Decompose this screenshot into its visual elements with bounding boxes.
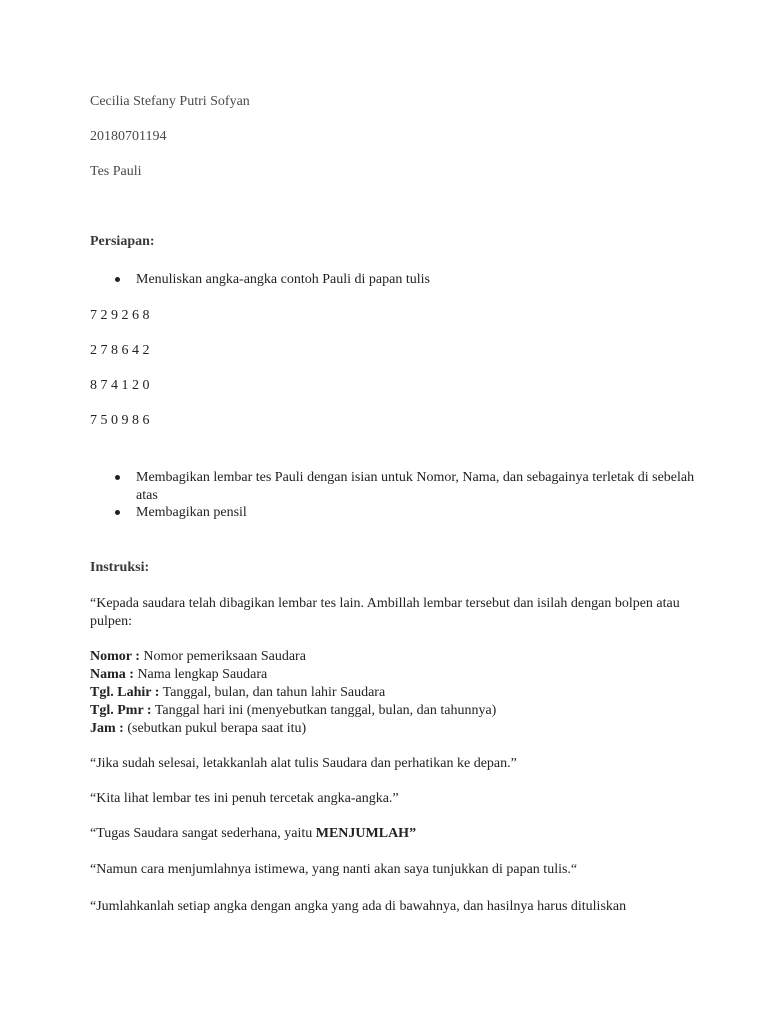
list-item-text: Menuliskan angka-angka contoh Pauli di papan tulis xyxy=(136,272,430,287)
number-row: 7 5 0 9 8 6 xyxy=(90,413,150,428)
number-row: 8 7 4 1 2 0 xyxy=(90,378,150,393)
persiapan-list-2 xyxy=(90,469,696,522)
instruction-quote: “Kita lihat lembar tes ini penuh tercetak angka-angka.” xyxy=(90,791,399,806)
field-description: Tanggal hari ini (menyebutkan tanggal, bulan, dan tahunnya) xyxy=(151,703,497,718)
document-subject: Tes Pauli xyxy=(90,164,142,179)
field-label: Tgl. Lahir : xyxy=(90,685,160,700)
list-item xyxy=(90,504,696,522)
field-description: Tanggal, bulan, dan tahun lahir Saudara xyxy=(159,685,386,700)
field-jam xyxy=(90,720,680,738)
bullet-icon xyxy=(115,475,120,480)
field-label: Jam : xyxy=(90,721,124,736)
field-label: Nama : xyxy=(90,667,134,682)
field-tgl-pmr xyxy=(90,702,680,720)
student-id: 20180701194 xyxy=(90,129,167,144)
quote-emphasis: MENJUMLAH” xyxy=(315,826,417,841)
bullet-icon xyxy=(115,510,120,515)
number-row: 2 7 8 6 4 2 xyxy=(90,343,150,358)
form-fields xyxy=(90,648,680,738)
field-label: Tgl. Pmr : xyxy=(90,703,152,718)
instruksi-intro: “Kepada saudara telah dibagikan lembar tes lain. Ambillah lembar tersebut dan isilah dengan bolpen atau pulpen: xyxy=(90,596,680,629)
field-label: Nomor : xyxy=(90,649,140,664)
list-item xyxy=(90,271,696,289)
instruction-quote: “Namun cara menjumlahnya istimewa, yang nanti akan saya tunjukkan di papan tulis.“ xyxy=(90,862,578,877)
instruction-quote xyxy=(90,825,416,843)
number-row: 7 2 9 2 6 8 xyxy=(90,308,150,323)
instruction-quote: “Jika sudah selesai, letakkanlah alat tulis Saudara dan perhatikan ke depan.” xyxy=(90,756,517,771)
list-item xyxy=(90,469,696,504)
persiapan-list-1 xyxy=(90,271,696,289)
persiapan-heading: Persiapan: xyxy=(90,234,155,249)
field-nomor xyxy=(90,648,680,666)
author-name: Cecilia Stefany Putri Sofyan xyxy=(90,94,250,109)
instruction-quote: “Jumlahkanlah setiap angka dengan angka yang ada di bawahnya, dan hasilnya harus dituliskan xyxy=(90,899,627,914)
field-description: (sebutkan pukul berapa saat itu) xyxy=(123,721,307,736)
field-tgl-lahir xyxy=(90,684,680,702)
list-item-text: Membagikan pensil xyxy=(136,505,247,520)
bullet-icon xyxy=(115,277,120,282)
quote-text: “Tugas Saudara sangat sederhana, yaitu xyxy=(90,826,316,841)
field-description: Nama lengkap Saudara xyxy=(133,667,268,682)
list-item-text: Membagikan lembar tes Pauli dengan isian untuk Nomor, Nama, dan sebagainya terletak di sebelah atas xyxy=(136,470,695,503)
field-nama xyxy=(90,666,680,684)
field-description: Nomor pemeriksaan Saudara xyxy=(139,649,306,664)
instruksi-heading: Instruksi: xyxy=(90,560,150,575)
